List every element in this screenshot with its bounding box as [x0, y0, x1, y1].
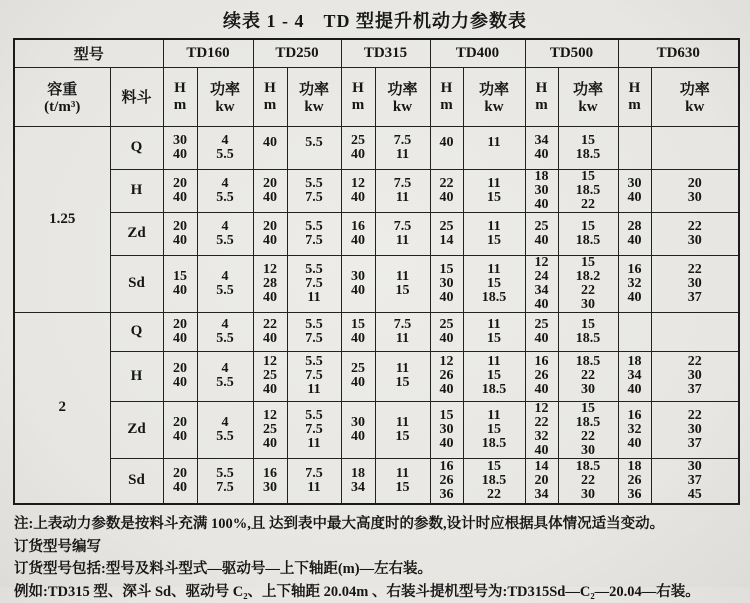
height-values-cell: 12 28 40: [253, 255, 287, 312]
model-column-header: TD250: [253, 39, 341, 67]
power-values-cell: 5.5 7.5: [287, 312, 341, 351]
power-values-cell: 15 18.5: [558, 126, 618, 169]
height-values-cell: 15 30 40: [430, 401, 463, 458]
power-values-cell: 4 5.5: [197, 169, 253, 212]
height-values-cell: 25 40: [341, 126, 375, 169]
bucket-type: Sd: [110, 255, 163, 312]
power-values-cell: 5.5 7.5 11: [287, 351, 341, 401]
height-values-cell: 30 40: [341, 401, 375, 458]
power-values-cell: 15 18.2 22 30: [558, 255, 618, 312]
power-values-cell: 4 5.5: [197, 255, 253, 312]
power-subheader: 功率 kw: [558, 67, 618, 126]
note-line: 订货型号编写: [14, 536, 750, 559]
power-values-cell: 4 5.5: [197, 312, 253, 351]
bucket-type: Zd: [110, 401, 163, 458]
power-values-cell: 18.5 22 30: [558, 351, 618, 401]
bucket-type: Q: [110, 126, 163, 169]
height-values-cell: 16 32 40: [618, 401, 651, 458]
power-values-cell: 15 18.5: [558, 312, 618, 351]
table-row: [14, 351, 739, 401]
height-values-cell: 34 40: [525, 126, 558, 169]
height-values-cell: 20 40: [163, 458, 197, 504]
height-values-cell: 28 40: [618, 212, 651, 255]
bucket-header: 料斗: [110, 67, 163, 126]
model-column-header: TD400: [430, 39, 525, 67]
power-subheader: 功率 kw: [375, 67, 430, 126]
table-row: [14, 312, 739, 351]
power-values-cell: 4 5.5: [197, 351, 253, 401]
height-values-cell: [618, 312, 651, 351]
height-values-cell: 40: [430, 126, 463, 169]
power-values-cell: 20 30: [651, 169, 739, 212]
power-subheader: 功率 kw: [197, 67, 253, 126]
power-values-cell: 11 15 18.5: [463, 401, 525, 458]
power-values-cell: 11 15: [463, 212, 525, 255]
height-values-cell: 16 30: [253, 458, 287, 504]
height-values-cell: 16 26 36: [430, 458, 463, 504]
power-values-cell: 11: [463, 126, 525, 169]
height-values-cell: 12 40: [341, 169, 375, 212]
power-subheader: 功率 kw: [287, 67, 341, 126]
height-values-cell: 12 25 40: [253, 351, 287, 401]
height-values-cell: [618, 126, 651, 169]
height-values-cell: 18 26 36: [618, 458, 651, 504]
power-values-cell: 11 15: [463, 169, 525, 212]
model-header-label: 型号: [14, 39, 163, 67]
footnotes: [14, 513, 750, 603]
height-values-cell: 16 40: [341, 212, 375, 255]
height-values-cell: 15 40: [163, 255, 197, 312]
power-values-cell: 7.5 11: [375, 169, 430, 212]
height-values-cell: 16 26 40: [525, 351, 558, 401]
height-values-cell: 20 40: [253, 212, 287, 255]
height-values-cell: 40: [253, 126, 287, 169]
height-values-cell: 25 40: [525, 312, 558, 351]
table-row: [14, 255, 739, 312]
height-values-cell: 20 40: [163, 351, 197, 401]
height-subheader: H m: [341, 67, 375, 126]
height-values-cell: 30 40: [163, 126, 197, 169]
power-values-cell: 4 5.5: [197, 212, 253, 255]
power-values-cell: 7.5 11: [375, 312, 430, 351]
table-row: [14, 169, 739, 212]
table-row: [14, 401, 739, 458]
power-values-cell: 7.5 11: [287, 458, 341, 504]
height-values-cell: 20 40: [253, 169, 287, 212]
power-values-cell: 22 30 37: [651, 351, 739, 401]
height-values-cell: 15 40: [341, 312, 375, 351]
power-values-cell: 4 5.5: [197, 126, 253, 169]
height-values-cell: 20 40: [163, 401, 197, 458]
capacity-value: 2: [14, 312, 110, 504]
bucket-type: H: [110, 351, 163, 401]
model-column-header: TD500: [525, 39, 618, 67]
height-values-cell: 25 40: [341, 351, 375, 401]
table-row: [14, 212, 739, 255]
height-values-cell: 14 20 34: [525, 458, 558, 504]
power-values-cell: 11 15: [375, 351, 430, 401]
power-values-cell: 4 5.5: [197, 401, 253, 458]
note-line: 订货型号包括:型号及料斗型式—驱动号—上下轴距(m)—左右装。: [14, 558, 750, 581]
height-subheader: H m: [163, 67, 197, 126]
height-values-cell: 20 40: [163, 312, 197, 351]
power-values-cell: 22 30 37: [651, 401, 739, 458]
height-values-cell: 12 26 40: [430, 351, 463, 401]
bucket-type: Q: [110, 312, 163, 351]
height-values-cell: 12 25 40: [253, 401, 287, 458]
height-values-cell: 25 40: [430, 312, 463, 351]
power-values-cell: 15 18.5: [558, 212, 618, 255]
height-values-cell: 22 40: [253, 312, 287, 351]
height-values-cell: 16 32 40: [618, 255, 651, 312]
power-values-cell: 5.5 7.5: [287, 212, 341, 255]
power-values-cell: 22 30: [651, 212, 739, 255]
power-values-cell: 5.5 7.5 11: [287, 401, 341, 458]
model-column-header: TD315: [341, 39, 430, 67]
height-values-cell: 20 40: [163, 212, 197, 255]
power-values-cell: 30 37 45: [651, 458, 739, 504]
power-values-cell: 15 18.5 22 30: [558, 401, 618, 458]
height-values-cell: 30 40: [618, 169, 651, 212]
height-values-cell: 20 40: [163, 169, 197, 212]
power-values-cell: [651, 126, 739, 169]
height-subheader: H m: [525, 67, 558, 126]
height-values-cell: 18 34 40: [618, 351, 651, 401]
height-values-cell: 18 30 40: [525, 169, 558, 212]
note-line: 例如:TD315 型、深斗 Sd、驱动号 C₂、上下轴距 20.04m 、右装斗提机型号为:TD315Sd—C₂—20.04—右装。: [14, 581, 750, 603]
power-values-cell: 5.5: [287, 126, 341, 169]
power-values-cell: 22 30 37: [651, 255, 739, 312]
height-values-cell: 22 40: [430, 169, 463, 212]
power-values-cell: 5.5 7.5 11: [287, 255, 341, 312]
table-row: [14, 126, 739, 169]
bucket-type: Sd: [110, 458, 163, 504]
height-subheader: H m: [618, 67, 651, 126]
power-values-cell: 15 18.5 22: [463, 458, 525, 504]
power-parameters-table: [13, 38, 740, 505]
capacity-header: 容重 (t/m³): [14, 67, 110, 126]
power-values-cell: 18.5 22 30: [558, 458, 618, 504]
power-values-cell: 11 15 18.5: [463, 255, 525, 312]
table-row: [14, 458, 739, 504]
capacity-value: 1.25: [14, 126, 110, 312]
height-values-cell: 30 40: [341, 255, 375, 312]
note-line: 注:上表动力参数是按料斗充满 100%,且 达到表中最大高度时的参数,设计时应根据具体情况适当变动。: [14, 513, 750, 536]
power-values-cell: 11 15 18.5: [463, 351, 525, 401]
height-subheader: H m: [430, 67, 463, 126]
power-values-cell: 5.5 7.5: [197, 458, 253, 504]
bucket-type: H: [110, 169, 163, 212]
power-values-cell: 11 15: [375, 255, 430, 312]
power-values-cell: 11 15: [375, 401, 430, 458]
power-values-cell: [651, 312, 739, 351]
power-values-cell: 7.5 11: [375, 212, 430, 255]
height-values-cell: 25 40: [525, 212, 558, 255]
height-subheader: H m: [253, 67, 287, 126]
power-subheader: 功率 kw: [651, 67, 739, 126]
power-subheader: 功率 kw: [463, 67, 525, 126]
power-values-cell: 5.5 7.5: [287, 169, 341, 212]
model-column-header: TD160: [163, 39, 253, 67]
height-values-cell: 12 22 32 40: [525, 401, 558, 458]
height-values-cell: 15 30 40: [430, 255, 463, 312]
bucket-type: Zd: [110, 212, 163, 255]
power-values-cell: 11 15: [375, 458, 430, 504]
height-values-cell: 18 34: [341, 458, 375, 504]
power-values-cell: 15 18.5 22: [558, 169, 618, 212]
page-title: 续表 1 - 4 TD 型提升机动力参数表: [0, 0, 750, 38]
power-values-cell: 11 15: [463, 312, 525, 351]
height-values-cell: 25 14: [430, 212, 463, 255]
height-values-cell: 12 24 34 40: [525, 255, 558, 312]
model-column-header: TD630: [618, 39, 739, 67]
power-values-cell: 7.5 11: [375, 126, 430, 169]
